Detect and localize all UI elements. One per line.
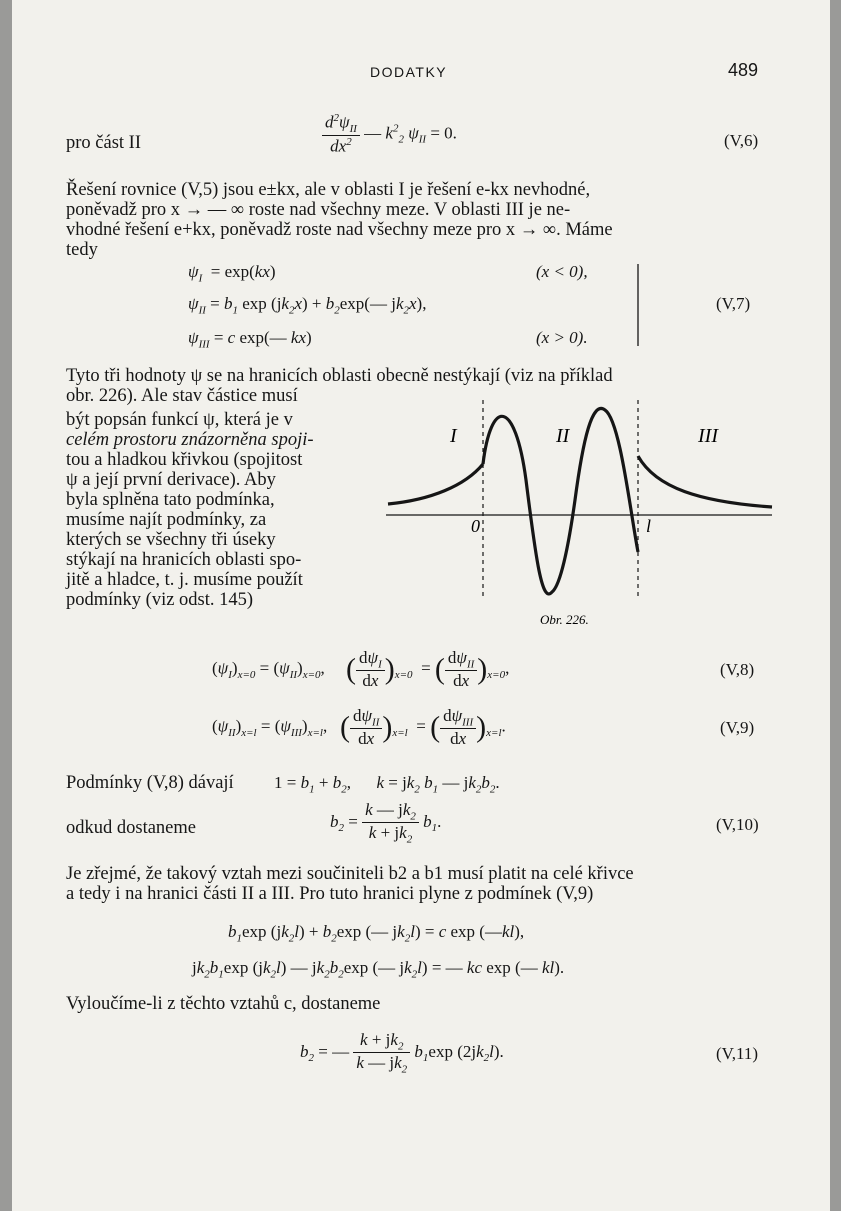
eq-v7-cond-2: (x > 0). xyxy=(536,328,588,347)
paragraph-line: poněvadž pro x → — ∞ roste nad všechny meze. V oblasti III je ne- xyxy=(66,200,571,220)
eq-v11-tag: (V,11) xyxy=(716,1044,759,1063)
eq-v7-line-1: $\psi_I = \exp(kx)$ xyxy=(188,262,276,285)
paragraph-line: tedy xyxy=(66,240,98,260)
paragraph-line: celém prostoru znázorněna spoji- xyxy=(66,430,314,450)
eq-v9-tag: (V,9) xyxy=(720,718,755,737)
equation-v9: $(\psi_{II})_{x=l} = (\psi_{III})_{x=l}$, ( $\frac{d\psi_{II}}{dx}$ )$_{x=l}$ = ( $\frac{d\psi_{III}}{dx}$ )$_{x=l}$. xyxy=(212,706,506,749)
eq-v7-brace xyxy=(628,262,642,348)
paragraph-line: Řešení rovnice (V,5) jsou e±kx, ale v oblasti I je řešení e-kx nevhodné, xyxy=(66,180,591,200)
eq-v7-cond-1: (x < 0), xyxy=(536,262,588,281)
paragraph-line: vhodné řešení e+kx, poněvadž roste nad všechny meze pro x → ∞. Máme xyxy=(66,220,613,240)
axis-label-l: l xyxy=(646,516,652,536)
figure-caption: Obr. 226. xyxy=(540,612,589,627)
paragraph-line: tou a hladkou křivkou (spojitost xyxy=(66,450,303,470)
paragraph-line: kterých se všechny tři úseky xyxy=(66,530,276,550)
eq-v6-tag: (V,6) xyxy=(724,131,759,150)
eq-v7-line-2: $\psi_{II} = b_1$ $\exp (jk_2x)$ + $b_2\exp(—$ $jk_2x$), xyxy=(188,294,427,317)
eq-v7-tag: (V,7) xyxy=(716,294,751,313)
paragraph-1 xyxy=(66,180,778,260)
equation-v8: $(\psi_I)_{x=0} = (\psi_{II})_{x=0}$, ( $\frac{d\psi_I}{dx}$ )$_{x=0}$ = ( $\frac{d\psi_{II}}{dx}$ )$_{x=0}$, xyxy=(212,648,510,691)
paragraph-line: Tyto tři hodnoty ψ se na hranicích oblasti obecně nestýkají (viz na příklad xyxy=(66,366,613,386)
figure-226 xyxy=(380,390,780,640)
paragraph-line: Je zřejmé, že takový vztah mezi součiniteli b2 a b1 musí platit na celé křivce xyxy=(66,864,634,884)
boundary-equation-2: $jk_2b_1\exp$ $(jk_2l)$ — $jk_2b_2\exp$ (— $jk_2l$) = — kc exp (— kl). xyxy=(192,958,565,981)
eq-v10-tag: (V,10) xyxy=(716,815,759,834)
paragraph-line: jitě a hladce, t. j. musíme použít xyxy=(66,570,303,590)
paragraph-line: stýkají na hranicích oblasti spo- xyxy=(66,550,302,570)
eq-v8-tag: (V,8) xyxy=(720,660,755,679)
paragraph-line: musíme najít podmínky, za xyxy=(66,510,267,530)
conditions-line: Podmínky (V,8) dávají xyxy=(66,773,234,793)
paragraph-3 xyxy=(66,864,786,904)
paragraph-line: být popsán funkcí ψ, která je v xyxy=(66,410,293,430)
psi-III-curve xyxy=(638,456,772,507)
paragraph-line: ψ a její první derivace). Aby xyxy=(66,470,276,490)
paragraph-line: byla splněna tato podmínka, xyxy=(66,490,275,510)
region-label-II: II xyxy=(556,425,570,447)
region-label-III: III xyxy=(698,425,718,447)
boundary-equation-1: $b_1\exp$ $(jk_2l) + b_2\exp$ (— $jk_2l) = c$ exp (—kl), xyxy=(228,922,525,945)
running-header: DODATKY xyxy=(370,64,448,80)
equation-v6: $\frac{d^2\psi_{II}}{dx^2}$ — $k^2_2$ $\psi_{II} = 0$. xyxy=(322,112,457,157)
paragraph-line: a tedy i na hranici části II a III. Pro tuto hranici plyne z podmínek (V,9) xyxy=(66,884,594,904)
axis-label-0: 0 xyxy=(471,516,480,536)
paragraph-line: podmínky (viz odst. 145) xyxy=(66,590,254,610)
psi-I-curve xyxy=(388,464,483,504)
elimination-line: Vyloučíme-li z těchto vztahů c, dostaneme xyxy=(66,994,381,1014)
conditions-equation: $1 = b_1 + b_2$, $k = jk_2$ $b_1$ — $jk_2b_2$. xyxy=(274,773,500,796)
equation-v10: $b_2$ = $\frac{k — jk_2}{k + jk_2}$ $b_1$. xyxy=(330,800,442,846)
page-number: 489 xyxy=(728,60,759,80)
eq-v7-line-3: $\psi_{III} = c$ exp(— kx) xyxy=(188,328,312,351)
eq-v10-lead: odkud dostaneme xyxy=(66,818,196,838)
book-page xyxy=(12,0,830,1211)
region-label-I: I xyxy=(450,425,457,447)
paragraph-line: obr. 226). Ale stav částice musí xyxy=(66,386,298,406)
equation-v11: $b_2$ = — $\frac{k + jk_2}{k — jk_2}$ $b_1\exp$ $(2jk_2l)$. xyxy=(300,1030,504,1076)
eq-v6-lead: pro část II xyxy=(66,133,141,153)
paragraph-2-narrow xyxy=(66,410,366,610)
